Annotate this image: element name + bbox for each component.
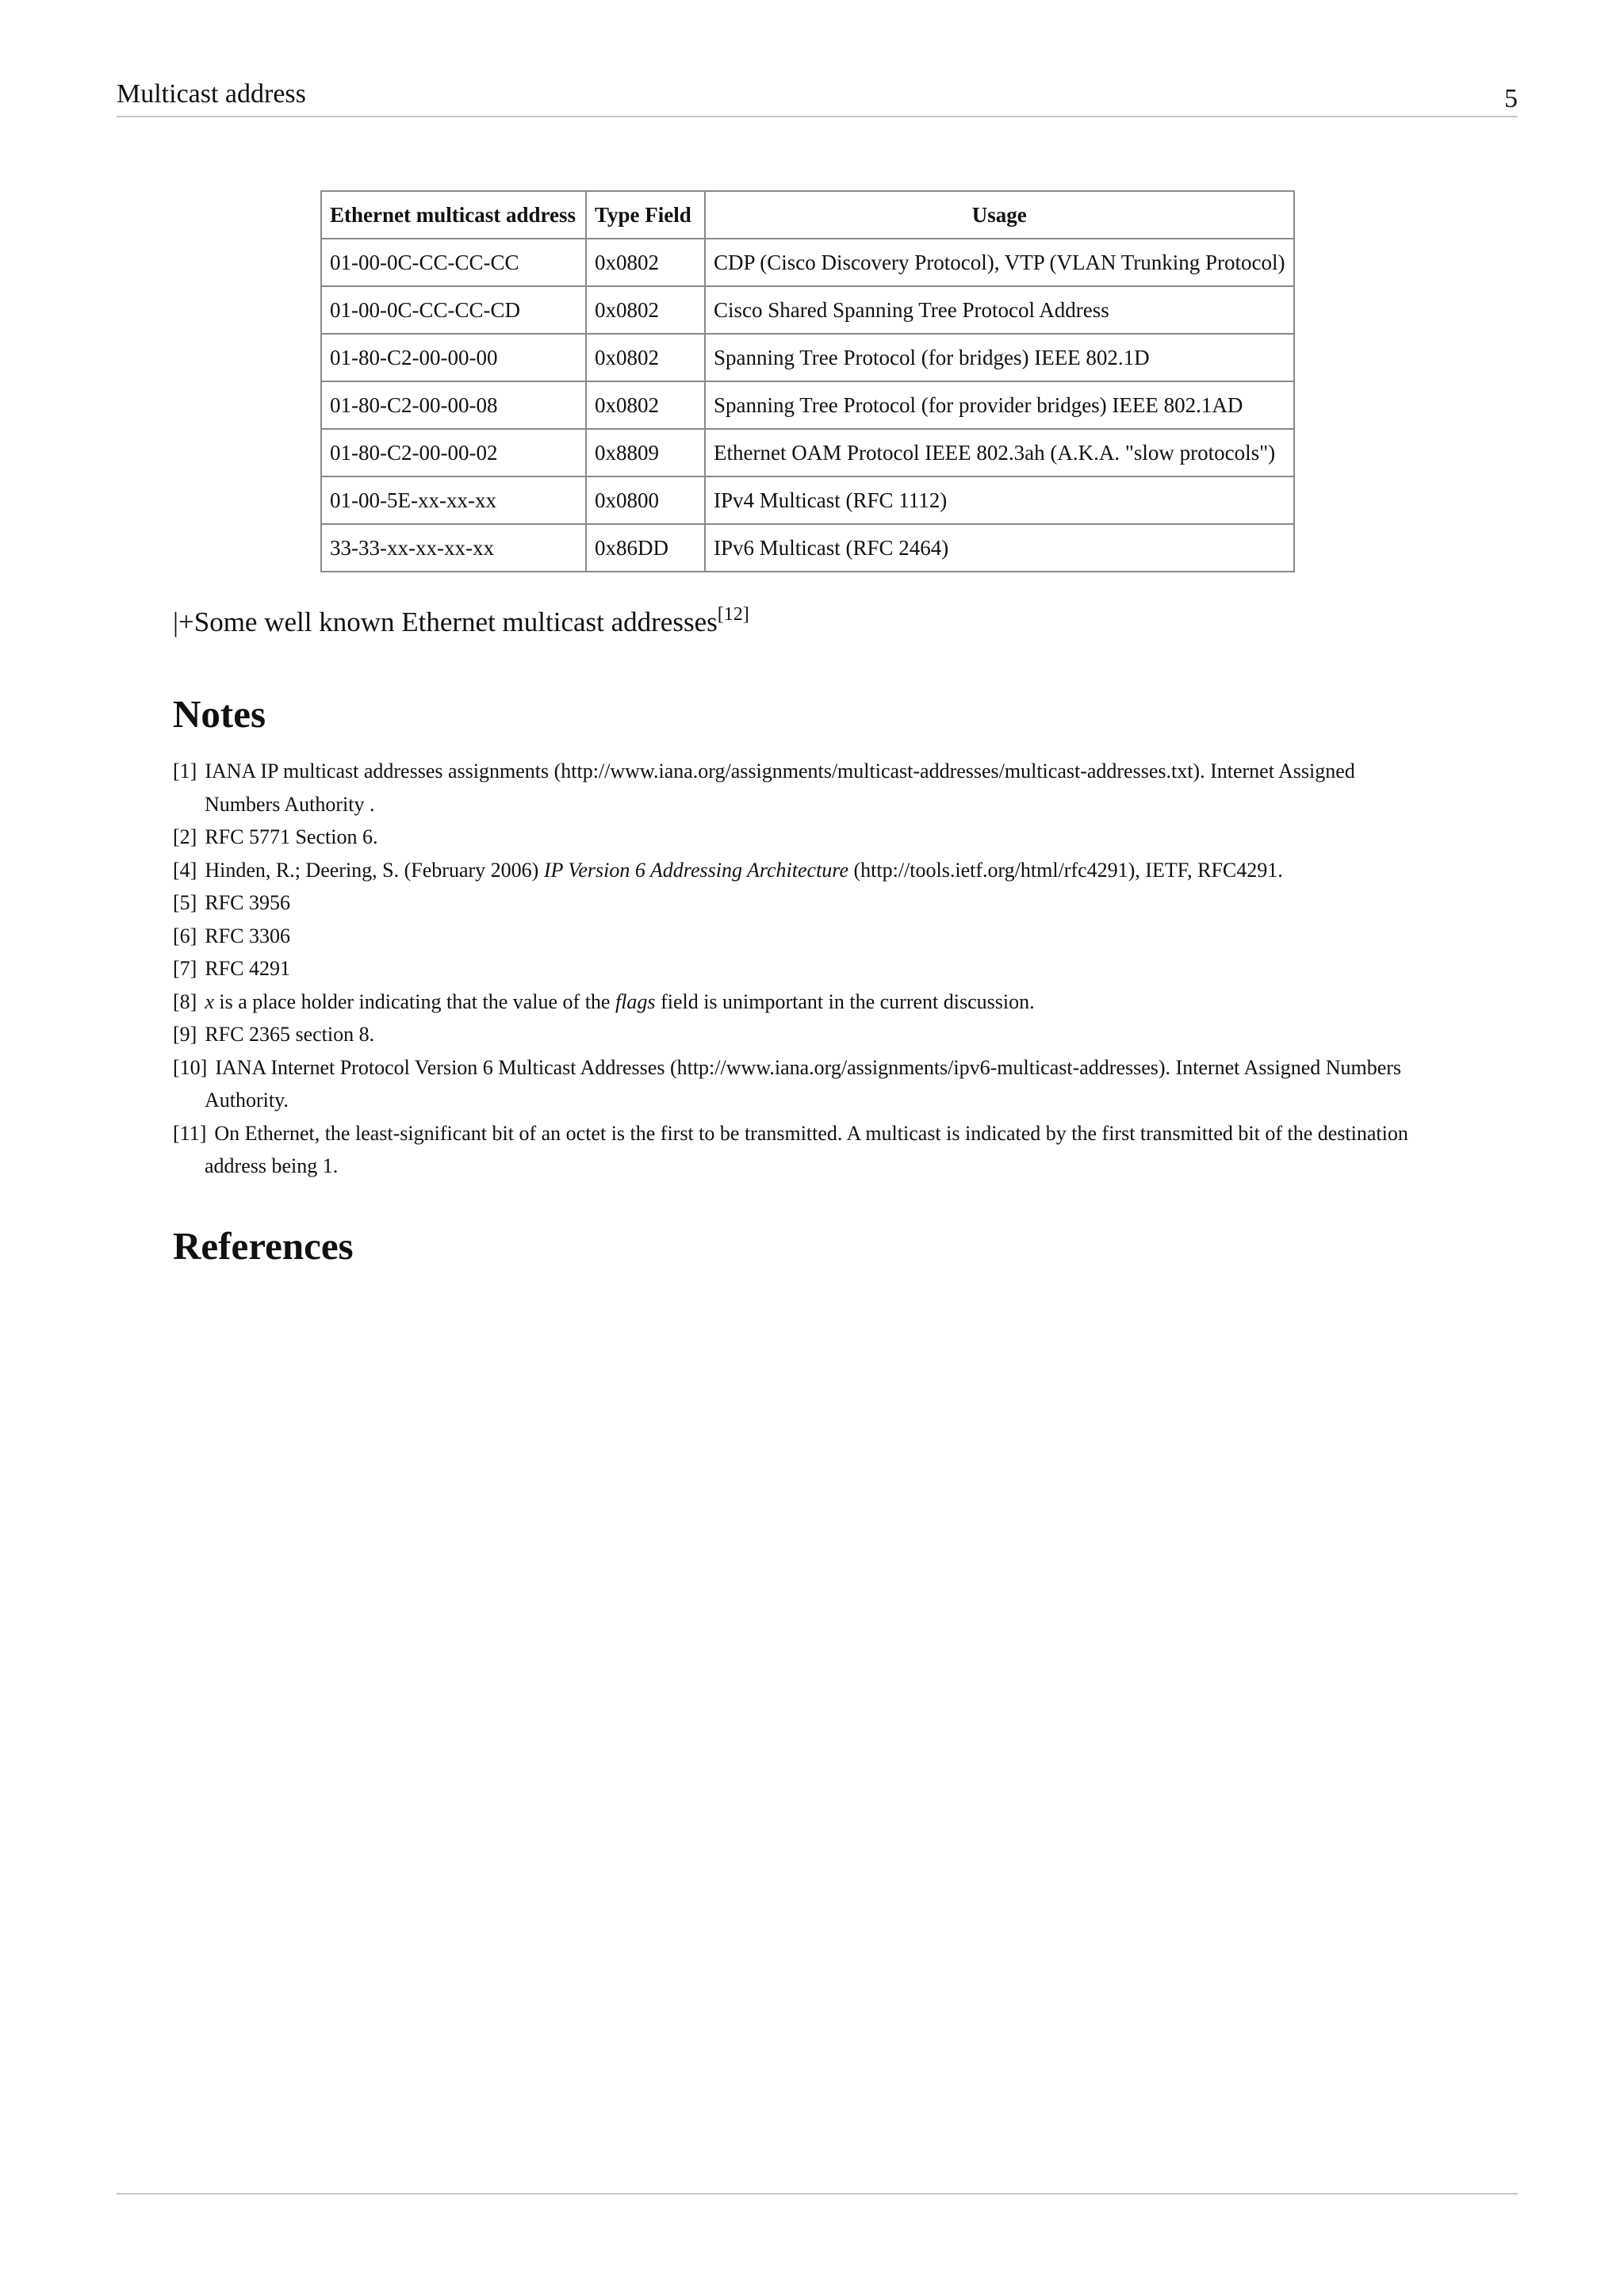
multicast-address-table	[320, 190, 1295, 572]
table-caption-text: |+Some well known Ethernet multicast addresses	[173, 607, 718, 637]
note-text: IANA IP multicast addresses assignments (http://www.iana.org/assignments/multicast-addresses/multicast-addresses.txt). Internet Assigned Numbers Authority .	[205, 760, 1355, 816]
cell-usage: IPv4 Multicast (RFC 1112)	[705, 476, 1294, 524]
note-italic-text: x	[205, 989, 214, 1013]
note-item	[173, 1051, 1434, 1117]
column-header-address: Ethernet multicast address	[321, 191, 586, 239]
note-text: On Ethernet, the least-significant bit of an octet is the first to be transmitted. A multicast is indicated by the first transmitted bit of the destination address being 1.	[205, 1121, 1408, 1177]
page-footer-rule	[117, 2193, 1518, 2195]
note-ref[interactable]: [4]	[173, 858, 197, 882]
cell-address: 01-00-5E-xx-xx-xx	[321, 476, 586, 524]
cell-usage: CDP (Cisco Discovery Protocol), VTP (VLAN Trunking Protocol)	[705, 239, 1294, 286]
table-row	[321, 286, 1294, 334]
note-text: RFC 5771 Section 6.	[205, 825, 378, 848]
note-text: RFC 3956	[205, 891, 290, 914]
note-text: field is unimportant in the current discussion.	[655, 989, 1035, 1013]
note-ref[interactable]: [1]	[173, 760, 197, 783]
note-text: Hinden, R.; Deering, S. (February 2006)	[205, 858, 544, 882]
note-text: IANA Internet Protocol Version 6 Multicast Addresses (http://www.iana.org/assignments/ipv6-multicast-addresses). Internet Assigned Numbers Authority.	[205, 1055, 1402, 1112]
table-row	[321, 476, 1294, 524]
note-italic-text: IP Version 6 Addressing Architecture	[543, 858, 848, 882]
cell-address: 01-80-C2-00-00-00	[321, 334, 586, 381]
cell-usage: Spanning Tree Protocol (for bridges) IEEE 802.1D	[705, 334, 1294, 381]
note-ref[interactable]: [6]	[173, 924, 197, 947]
note-text: is a place holder indicating that the value of the	[213, 989, 615, 1013]
cell-address: 01-00-0C-CC-CC-CC	[321, 239, 586, 286]
note-italic-text: flags	[615, 989, 656, 1013]
note-item	[173, 755, 1434, 821]
cell-address: 01-80-C2-00-00-02	[321, 429, 586, 476]
cell-address: 33-33-xx-xx-xx-xx	[321, 524, 586, 572]
note-text: (http://tools.ietf.org/html/rfc4291), IETF, RFC4291.	[848, 858, 1283, 882]
cell-address: 01-00-0C-CC-CC-CD	[321, 286, 586, 334]
multicast-table-container	[320, 190, 1295, 572]
note-item	[173, 854, 1434, 887]
table-row	[321, 524, 1294, 572]
note-text: RFC 4291	[205, 957, 290, 980]
note-item	[173, 920, 1434, 953]
note-ref[interactable]: [10]	[173, 1055, 208, 1079]
note-text: RFC 2365 section 8.	[205, 1023, 375, 1046]
page-number: 5	[1504, 84, 1518, 113]
cell-type: 0x0802	[586, 239, 705, 286]
notes-list	[173, 755, 1434, 1183]
cell-usage: Spanning Tree Protocol (for provider bridges) IEEE 802.1AD	[705, 381, 1294, 429]
note-item	[173, 1117, 1434, 1183]
table-row	[321, 381, 1294, 429]
cell-type: 0x86DD	[586, 524, 705, 572]
table-row	[321, 239, 1294, 286]
cell-usage: IPv6 Multicast (RFC 2464)	[705, 524, 1294, 572]
cell-type: 0x0802	[586, 286, 705, 334]
cell-type: 0x0802	[586, 381, 705, 429]
note-item	[173, 821, 1434, 854]
note-ref[interactable]: [8]	[173, 989, 197, 1013]
note-ref[interactable]: [9]	[173, 1023, 197, 1046]
page-header	[117, 76, 1518, 117]
cell-address: 01-80-C2-00-00-08	[321, 381, 586, 429]
note-ref[interactable]: [11]	[173, 1121, 207, 1145]
column-header-usage: Usage	[705, 191, 1294, 239]
table-caption	[173, 604, 749, 638]
citation-link-12[interactable]: [12]	[717, 604, 749, 625]
note-text: RFC 3306	[205, 924, 290, 947]
table-header-row	[321, 191, 1294, 239]
references-heading: References	[173, 1224, 354, 1268]
note-ref[interactable]: [5]	[173, 891, 197, 914]
cell-usage: Cisco Shared Spanning Tree Protocol Address	[705, 286, 1294, 334]
running-title: Multicast address	[117, 79, 306, 109]
note-item	[173, 985, 1434, 1019]
cell-type: 0x8809	[586, 429, 705, 476]
table-row	[321, 429, 1294, 476]
note-ref[interactable]: [2]	[173, 825, 197, 848]
table-row	[321, 334, 1294, 381]
cell-type: 0x0802	[586, 334, 705, 381]
note-item	[173, 952, 1434, 985]
column-header-type: Type Field	[586, 191, 705, 239]
cell-usage: Ethernet OAM Protocol IEEE 802.3ah (A.K.A. "slow protocols")	[705, 429, 1294, 476]
notes-heading: Notes	[173, 692, 266, 736]
note-ref[interactable]: [7]	[173, 957, 197, 980]
note-item	[173, 886, 1434, 920]
cell-type: 0x0800	[586, 476, 705, 524]
note-item	[173, 1018, 1434, 1051]
